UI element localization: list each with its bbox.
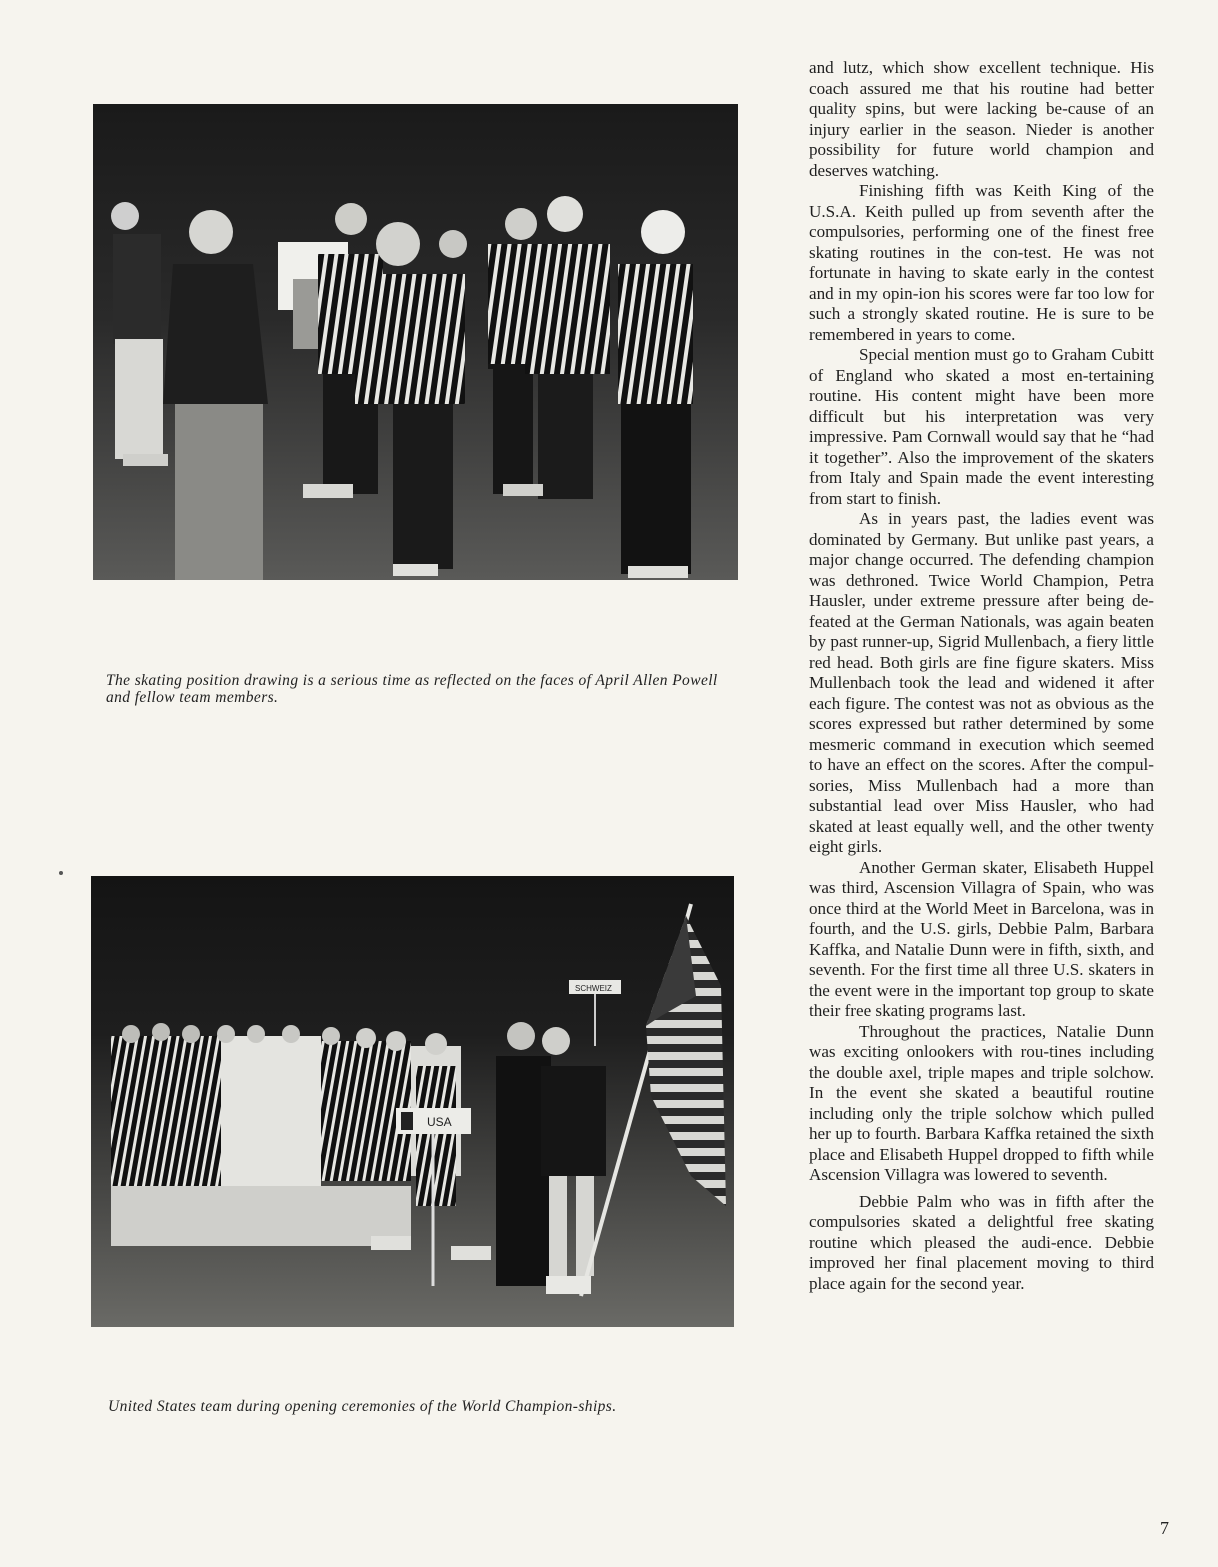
caption-photo2: United States team during opening ceremonies of the World Champion-ships. bbox=[108, 1398, 617, 1415]
photo1-illustration bbox=[93, 104, 738, 580]
print-speck bbox=[59, 871, 63, 875]
article-paragraph: Special mention must go to Graham Cubitt of England who skated a most en-tertaining routine. His content might have been more difficult but his interpretation was very impressive. Pam Cornwall would say that he “had it together”. Also the improvement of the skaters from Italy and Spain made the event interesting from start to finish. bbox=[809, 345, 1154, 508]
article-column bbox=[809, 58, 1154, 1294]
photo-skating-position-drawing bbox=[93, 104, 738, 580]
article-paragraph: Another German skater, Elisabeth Huppel was third, Ascension Villagra of Spain, who was once third at the World Meet in Barcelona, was in fourth, and the U.S. girls, Debbie Palm, Barbara Kaffka, and Natalie Dunn were in fifth, sixth, and seventh. For the first time all three U.S. skaters in the event were in the important top group to skate their free skating programs last. bbox=[809, 857, 1154, 1020]
article-paragraph: and lutz, which show excellent technique. His coach assured me that his routine had better quality spins, but were lacking be-cause of an injury earlier in the season. Nieder is another possibility for future world champion and deserves watching. bbox=[809, 58, 1154, 180]
usa-sign-text: USA bbox=[427, 1115, 452, 1129]
schweiz-sign-text: SCHWEIZ bbox=[575, 984, 612, 993]
article-paragraph: As in years past, the ladies event was dominated by Germany. But unlike past years, a major change occurred. The defending champion was dethroned. Twice World Champion, Petra Hausler, under extreme pressure after being de-feated at the German Nationals, was again beaten by past runner-up, Sigrid Mullenbach, a fiery little red head. Both girls are fine figure skaters. Miss Mullenbach took the lead and widened it after each figure. The contest was not as obvious as the scores expressed but rather determined by some mesmeric command in execution which seemed to have an effect on the scores. After the compul-sories, Miss Mullenbach had a more than substantial lead over Miss Hausler, who had skated at least equally well, and the other twenty eight girls. bbox=[809, 509, 1154, 856]
page-number: 7 bbox=[1160, 1518, 1169, 1538]
photo-us-team-opening-ceremonies bbox=[91, 876, 734, 1327]
article-paragraph: Finishing fifth was Keith King of the U.S.A. Keith pulled up from seventh after the compulsories, performing one of the finest free skating routines in the con-test. He was not fortunate in having to skate early in the contest and in my opin-ion his scores were far too low for such a strongly skated routine. He is sure to be remembered in years to come. bbox=[809, 181, 1154, 344]
article-paragraph: Debbie Palm who was in fifth after the compulsories skated a delightful free skating routine which pleased the audi-ence. Debbie improved her final placement moving to third place again for the second year. bbox=[809, 1191, 1154, 1293]
article-paragraph: Throughout the practices, Natalie Dunn was exciting onlookers with rou-tines including the double axel, triple mapes and triple solchow. In the event she skated a beautiful routine including only the triple solchow which pulled her up to fourth. Barbara Kaffka retained the sixth place and Elisabeth Huppel dropped to fifth while Ascension Villagra was lowered to seventh. bbox=[809, 1021, 1154, 1184]
photo2-illustration bbox=[91, 876, 734, 1327]
caption-photo1: The skating position drawing is a serious time as reflected on the faces of April Allen Powell and fellow team members. bbox=[106, 672, 718, 706]
